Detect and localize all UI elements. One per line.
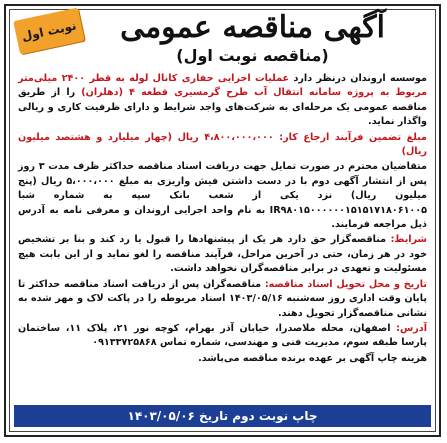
- organization-name: موسسه اروندان: [350, 73, 427, 84]
- intro-tail: را از طریق مناقصه عمومی یک مرحله‌ای به شرکت‌های واجد شرایط و دارای ظرفیت کاری و ریالی واگذار نماید.: [18, 87, 427, 128]
- print-date-bar: چاپ نوبت دوم تاریخ ۱۴۰۳/۰۵/۰۶: [14, 405, 431, 427]
- address-label: آدرس:: [396, 322, 427, 334]
- notice-title: آگهی مناقصه عمومی: [120, 10, 385, 45]
- round-badge: نوبت اول: [13, 8, 85, 55]
- notice-body: [18, 72, 427, 367]
- delivery-text: مناقصه‌گران پس از دریافت اسناد مناقصه حداکثر تا پایان وقت اداری روز سه‌شنبه ۱۴۰۳/۰۵/۱۶ اسناد مربوطه را در پاکت لاک و مهر شده به نشانی مناقصه‌گزار تحویل دهند.: [18, 278, 427, 319]
- guarantee-amount: مبلغ تضمین فرآیند ارجاع کار: ۴،۸۰۰،۰۰۰،۰۰۰ ریال (چهار میلیارد و هشتصد میلیون ریال): [18, 131, 427, 158]
- notice-subtitle: (مناقصه نوبت اول): [176, 46, 329, 65]
- project-description: عملیات اجرایی حفاری کانال لوله به قطر ۲۴۰۰ میلی‌متر مربوط به پروژه سامانه انتقال آب طرح گرمسیری قطعه ۴ (دهلران): [18, 73, 428, 99]
- conditions-label: شرایط:: [390, 234, 427, 246]
- address-text: اصفهان، محله ملاصدرا، خیابان آذر بهرام، کوچه نور ۲۱، پلاک ۱۱، ساختمان پارسا طبقه سوم، مدیریت فنی و مهندسی، شماره تماس ۰۹۱۳۳۷۲۵۸۶۸: [18, 322, 427, 349]
- delivery-label: تاریخ و محل تحویل اسناد مناقصه:: [264, 278, 427, 290]
- notice-frame: [4, 4, 441, 437]
- conditions-text: مناقصه‌گزار حق دارد هر یک از پیشنهادها را قبول یا رد کند و بنا بر تشخیص خود در هر زمان، حتی در آخرین مراحل، فرآیند مناقصه را لغو نماید و از این بابت هیچ مسئولیت و تعهدی در برابر مناقصه‌گران نخواهد داشت.: [18, 234, 427, 275]
- intro-connector: درنظر دارد: [289, 73, 351, 84]
- paragraph-intro: [18, 72, 427, 130]
- paragraph-fee: هزینه چاپ آگهی بر عهده برنده مناقصه می‌باشد.: [198, 352, 427, 364]
- paragraph-delivery: [18, 278, 427, 321]
- paragraph-address: [18, 322, 427, 351]
- paragraph-documents: متقاضیان محترم در صورت تمایل جهت دریافت اسناد مناقصه حداکثر ظرف مدت ۳ روز پس از انتشار آگهی دوم با در دست داشتن فیش واریزی به مبلغ ۵،۰۰۰،۰۰۰ ریال (پنج میلیون ریال) نزد یکی از شعب بانک سپه به شماره شبا IR۹۸۰۱۵۰۰۰۰۰۰۱۵۱۵۱۷۱۸۰۶۱۰۰۵ به نام واحد اجرایی اروندان و معرفی نامه به آدرس ذیل مراجعه فرمایند.: [18, 161, 427, 231]
- paragraph-conditions: [18, 233, 427, 276]
